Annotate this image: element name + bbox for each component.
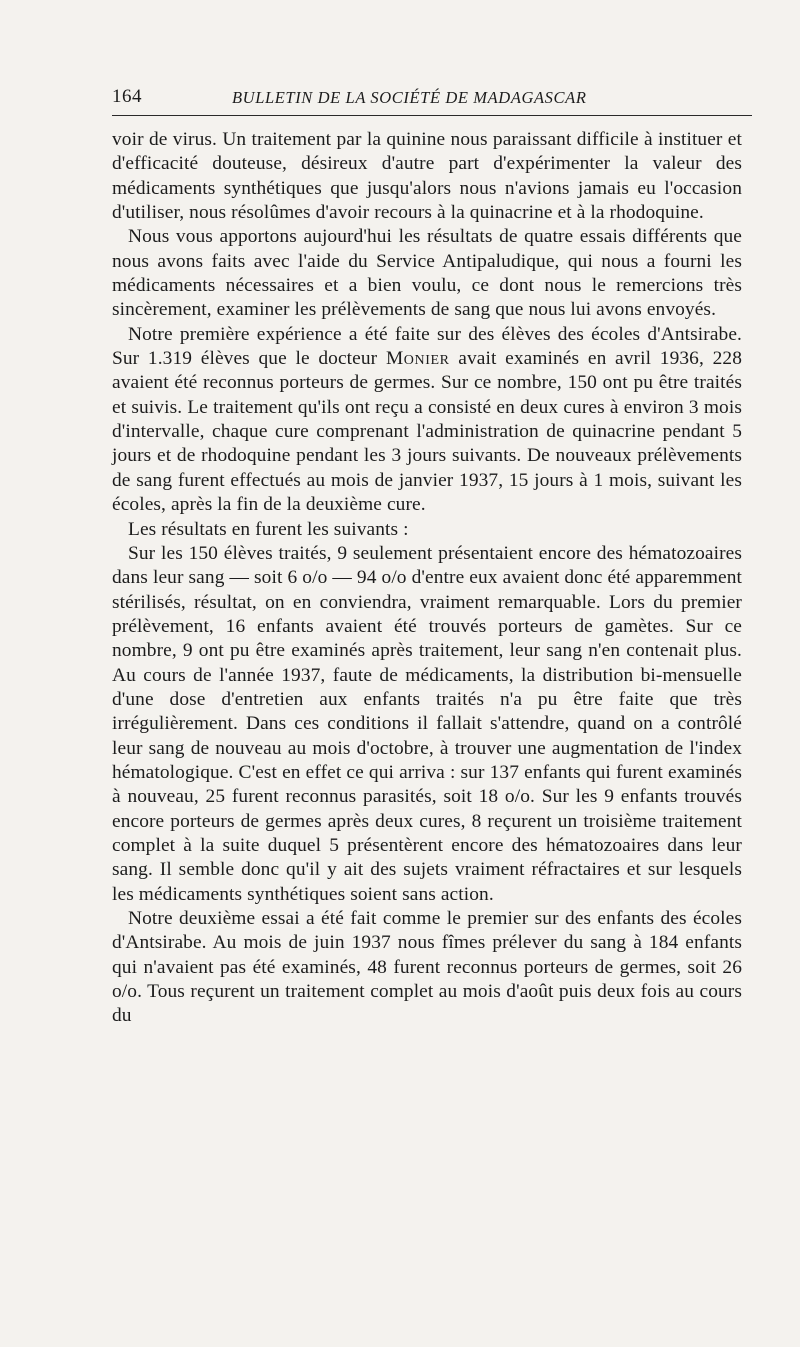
- page-header: [112, 86, 752, 114]
- paragraph-4: Les résultats en furent les suivants :: [128, 518, 409, 540]
- page-number: 164: [112, 86, 142, 107]
- header-rule: [112, 115, 752, 116]
- author-name-monier: Monier: [385, 348, 450, 370]
- paragraph-3: [112, 323, 742, 518]
- paragraph-2: Nous vous apportons aujourd'hui les résultats de quatre essais différents que nous avons faits avec l'aide du Service Antipaludique, qui nous a fourni les médicaments nécessaires et a bien voulu, ce dont nous le remercions très sincèrement, examiner les prélèvements de sang que nous lui avons envoyés.: [112, 226, 742, 321]
- paragraph-5: Sur les 150 élèves traités, 9 seulement présentaient encore des hématozoaires dans leur sang — soit 6 o/o — 94 o/o d'entre eux avaient donc été apparemment stérilisés, résultat, on en conviendra, vraiment remarquable. Lors du premier prélèvement, 16 enfants avaient été trouvés porteurs de gamètes. Sur ce nombre, 9 ont pu être examinés après traitement, leur sang n'en contenait plus. Au cours de l'année 1937, faute de médicaments, la distribution bi-mensuelle d'une dose d'entretien aux enfants traités n'a pu être faite que très irrégulièrement. Dans ces conditions il fallait s'attendre, quand on a contrôlé leur sang de nouveau au mois d'octobre, à trouver une augmentation de l'index hématologique. C'est en effet ce qui arriva : sur 137 enfants qui furent examinés à nouveau, 25 furent reconnus parasités, soit 18 o/o. Sur les 9 enfants trouvés encore porteurs de germes après deux cures, 8 reçurent un troisième traitement complet à la suite duquel 5 présentèrent encore des hématozoaires dans leur sang. Il semble donc qu'il y ait des sujets vraiment réfractaires et sur lesquels les médicaments synthétiques soient sans action.: [112, 542, 742, 905]
- running-title: BULLETIN DE LA SOCIÉTÉ DE MADAGASCAR: [232, 88, 587, 107]
- body-text: [112, 128, 742, 1029]
- paragraph-3-text-before: Notre première expérience a été faite sur des élèves des écoles d'Antsirabe. Sur 1.319 élèves que le docteur: [112, 323, 742, 370]
- paragraph-3-text-after: avait examinés en avril 1936, 228 avaient été reconnus porteurs de germes. Sur ce nombre, 150 ont pu être traités et suivis. Le traitement qu'ils ont reçu a consisté en deux cures à environ 3 mois d'intervalle, chaque cure comprenant l'administration de quinacrine pendant 5 jours et de rhodoquine pendant les 3 jours suivants. De nouveaux prélèvements de sang furent effectués au mois de janvier 1937, 15 jours à 1 mois, suivant les écoles, après la fin de la deuxième cure.: [112, 348, 742, 516]
- paragraph-1: voir de virus. Un traitement par la quinine nous paraissant difficile à instituer et d'efficacité douteuse, désireux d'autre part d'expérimenter la valeur des médicaments synthétiques que jusqu'alors nous n'avions jamais eu l'occasion d'utiliser, nous résolûmes d'avoir recours à la quinacrine et à la rhodoquine.: [112, 129, 742, 224]
- paragraph-6: Notre deuxième essai a été fait comme le premier sur des enfants des écoles d'Antsirabe. Au mois de juin 1937 nous fîmes prélever du sang à 184 enfants qui n'avaient pas été examinés, 48 furent reconnus porteurs de germes, soit 26 o/o. Tous reçurent un traitement complet au mois d'août puis deux fois au cours du: [112, 908, 742, 1027]
